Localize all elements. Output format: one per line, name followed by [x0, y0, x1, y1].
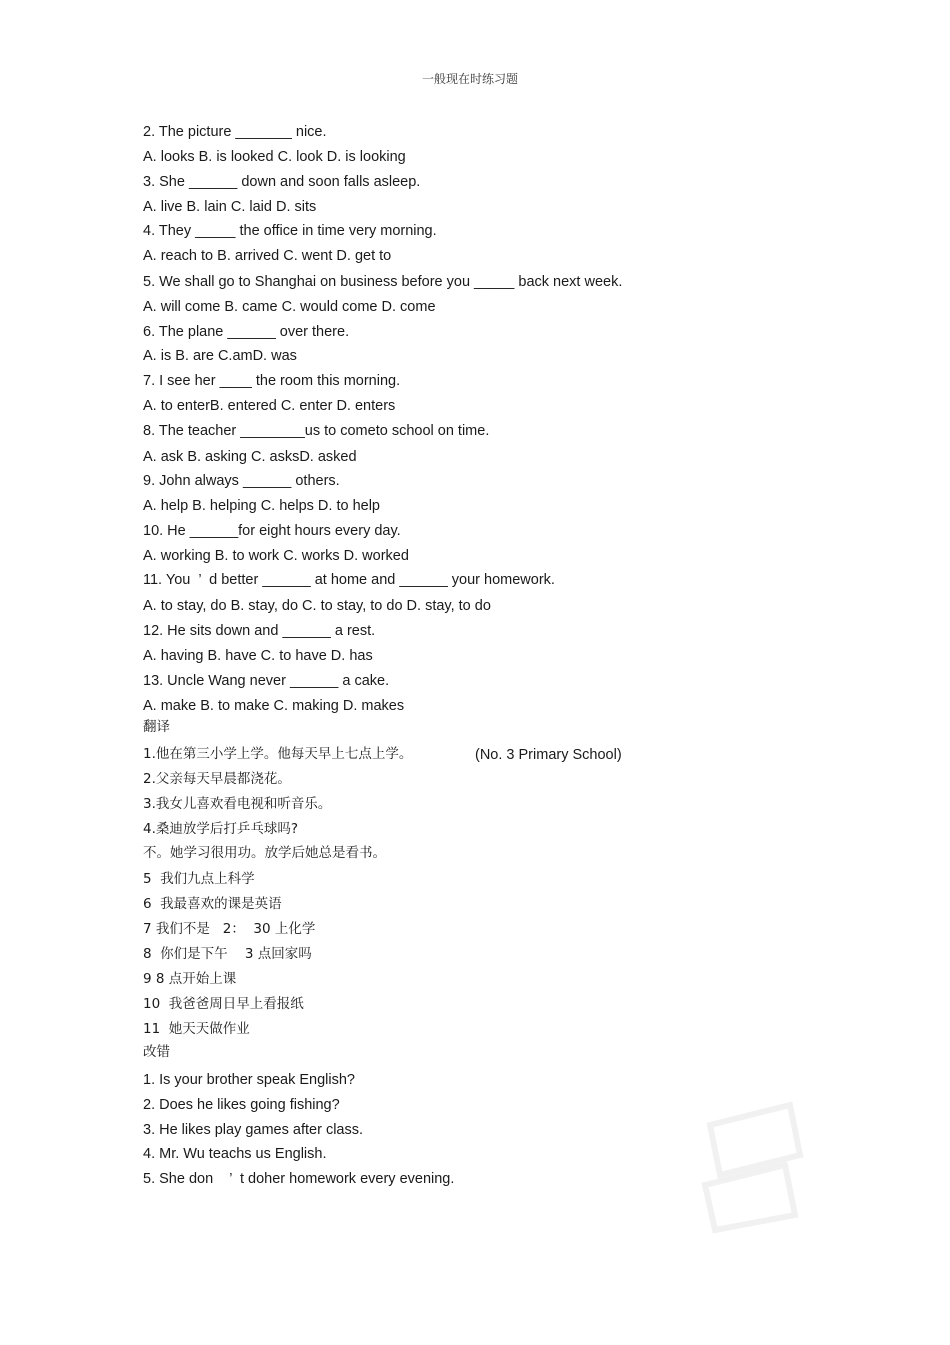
translation-item-6: 6 我最喜欢的课是英语 — [143, 896, 282, 912]
translation-item-3: 3.我女儿喜欢看电视和听音乐。 — [143, 796, 332, 812]
question-4: 4. They _____ the office in time very morning. — [143, 223, 437, 239]
question-2: 2. The picture _______ nice. — [143, 124, 327, 140]
question-5: 5. We shall go to Shanghai on business before you _____ back next week. — [143, 274, 623, 290]
translation-item-1: 1.他在第三小学上学。他每天早上七点上学。 — [143, 746, 413, 762]
correction-heading: 改错 — [143, 1044, 170, 1060]
options-8: A. ask B. asking C. asksD. asked — [143, 449, 357, 465]
translation-item-4-answer: 不。她学习很用功。放学后她总是看书。 — [143, 845, 386, 861]
options-11: A. to stay, do B. stay, do C. to stay, to do D. stay, to do — [143, 598, 491, 614]
correction-item-5: 5. She don ’ t doher homework every evening. — [143, 1171, 455, 1187]
question-11: 11. You ’ d better ______ at home and ______ your homework. — [143, 572, 555, 588]
correction-item-3: 3. He likes play games after class. — [143, 1122, 364, 1138]
translation-heading: 翻译 — [143, 719, 170, 735]
translation-item-8: 8 你们是下午 3 点回家吗 — [143, 946, 312, 962]
question-12: 12. He sits down and ______ a rest. — [143, 623, 376, 639]
correction-item-4: 4. Mr. Wu teachs us English. — [143, 1146, 327, 1162]
question-8: 8. The teacher ________us to cometo school on time. — [143, 423, 490, 439]
translation-item-2: 2.父亲每天早晨都浇花。 — [143, 771, 291, 787]
translation-hint: (No. 3 Primary School) — [475, 747, 622, 763]
options-2: A. looks B. is looked C. look D. is looking — [143, 149, 406, 165]
translation-item-11: 11 她天天做作业 — [143, 1021, 250, 1037]
options-13: A. make B. to make C. making D. makes — [143, 698, 405, 714]
options-12: A. having B. have C. to have D. has — [143, 648, 373, 664]
options-3: A. live B. lain C. laid D. sits — [143, 199, 317, 215]
correction-item-1: 1. Is your brother speak English? — [143, 1072, 355, 1088]
watermark-graphic — [690, 1095, 810, 1235]
options-7: A. to enterB. entered C. enter D. enters — [143, 398, 396, 414]
options-9: A. help B. helping C. helps D. to help — [143, 498, 380, 514]
question-13: 13. Uncle Wang never ______ a cake. — [143, 673, 390, 689]
question-7: 7. I see her ____ the room this morning. — [143, 373, 401, 389]
translation-item-4: 4.桑迪放学后打乒乓球吗? — [143, 821, 299, 837]
options-6: A. is B. are C.amD. was — [143, 348, 297, 364]
translation-item-10: 10 我爸爸周日早上看报纸 — [143, 996, 304, 1012]
question-3: 3. She ______ down and soon falls asleep. — [143, 174, 421, 190]
question-10: 10. He ______for eight hours every day. — [143, 523, 401, 539]
options-4: A. reach to B. arrived C. went D. get to — [143, 248, 392, 264]
question-9: 9. John always ______ others. — [143, 473, 340, 489]
page-header: 一般现在时练习题 — [421, 72, 518, 86]
options-5: A. will come B. came C. would come D. come — [143, 299, 436, 315]
options-10: A. working B. to work C. works D. worked — [143, 548, 409, 564]
correction-item-2: 2. Does he likes going fishing? — [143, 1097, 340, 1113]
question-6: 6. The plane ______ over there. — [143, 324, 350, 340]
translation-item-5: 5 我们九点上科学 — [143, 871, 255, 887]
translation-item-7: 7 我们不是 2： 30 上化学 — [143, 921, 316, 937]
translation-item-9: 9 8 点开始上课 — [143, 971, 237, 987]
